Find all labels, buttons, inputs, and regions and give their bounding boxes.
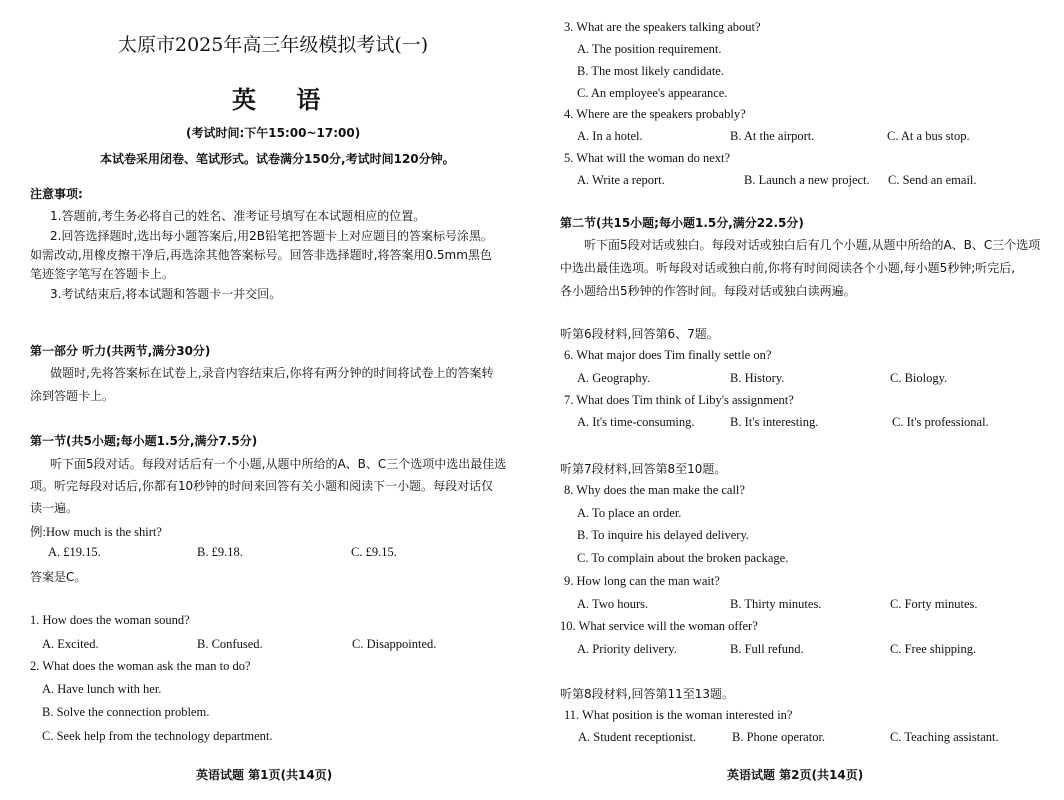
exam-title: 太原市2025年高三年级模拟考试(一) bbox=[118, 34, 429, 56]
example-question: 例:How much is the shirt? bbox=[30, 525, 162, 539]
q9-option: C. Forty minutes. bbox=[890, 597, 978, 611]
question-1: 1. How does the woman sound? bbox=[30, 613, 190, 627]
notice-line: 笔迹签字笔写在答题卡上。 bbox=[30, 267, 175, 281]
q11-option: A. Student receptionist. bbox=[578, 730, 697, 744]
question-9: 9. How long can the man wait? bbox=[564, 574, 720, 588]
question-3: 3. What are the speakers talking about? bbox=[564, 20, 761, 34]
subject-title: 英 语 bbox=[232, 85, 337, 114]
q11-option: C. Teaching assistant. bbox=[890, 730, 999, 744]
q2-option: C. Seek help from the technology department. bbox=[42, 729, 273, 743]
section1-heading: 第一节(共5小题;每小题1.5分,满分7.5分) bbox=[30, 434, 258, 448]
section2-intro: 听下面5段对话或独白。每段对话或独白后有几个小题,从题中所给的A、B、C三个选项 bbox=[584, 238, 1041, 252]
q2-option: A. Have lunch with her. bbox=[42, 682, 162, 696]
q10-option: C. Free shipping. bbox=[890, 642, 977, 656]
q9-option: B. Thirty minutes. bbox=[730, 597, 822, 611]
q3-option: A. The position requirement. bbox=[577, 42, 722, 56]
page-2 bbox=[532, 0, 1064, 800]
section1-intro: 读一遍。 bbox=[30, 501, 79, 515]
q6-option: A. Geography. bbox=[577, 371, 651, 385]
q3-option: B. The most likely candidate. bbox=[577, 64, 724, 78]
q7-option: C. It's professional. bbox=[892, 415, 989, 429]
page-footer: 英语试题 第1页(共14页) bbox=[196, 768, 333, 782]
q3-option: C. An employee's appearance. bbox=[577, 86, 728, 100]
part1-intro: 做题时,先将答案标在试卷上,录音内容结束后,你将有两分钟的时间将试卷上的答案转 bbox=[50, 366, 494, 380]
q1-option: C. Disappointed. bbox=[352, 637, 437, 651]
q4-option: B. At the airport. bbox=[730, 129, 815, 143]
q5-option: A. Write a report. bbox=[577, 173, 665, 187]
question-5: 5. What will the woman do next? bbox=[564, 151, 731, 165]
section1-intro: 项。听完每段对话后,你都有10秒钟的时间来回答有关小题和阅读下一小题。每段对话仅 bbox=[30, 479, 494, 493]
section1-intro: 听下面5段对话。每段对话后有一个小题,从题中所给的A、B、C三个选项中选出最佳选 bbox=[50, 457, 507, 471]
question-4: 4. Where are the speakers probably? bbox=[564, 107, 746, 121]
part1-heading: 第一部分 听力(共两节,满分30分) bbox=[30, 344, 211, 358]
notice-line: 2.回答选择题时,选出每小题答案后,用2B铅笔把答题卡上对应题目的答案标号涂黑。 bbox=[50, 229, 493, 243]
q7-option: B. It's interesting. bbox=[730, 415, 819, 429]
material-8-heading: 听第8段材料,回答第11至13题。 bbox=[560, 687, 734, 701]
q9-option: A. Two hours. bbox=[577, 597, 649, 611]
q5-option: C. Send an email. bbox=[888, 173, 977, 187]
q6-option: B. History. bbox=[730, 371, 785, 385]
q10-option: B. Full refund. bbox=[730, 642, 804, 656]
q4-option: A. In a hotel. bbox=[577, 129, 643, 143]
question-10: 10. What service will the woman offer? bbox=[560, 619, 758, 633]
notice-line: 如需改动,用橡皮擦干净后,再选涂其他答案标号。回答非选择题时,将答案用0.5mm黑色 bbox=[30, 248, 492, 262]
q1-option: B. Confused. bbox=[197, 637, 263, 651]
q2-option: B. Solve the connection problem. bbox=[42, 705, 210, 719]
page-footer: 英语试题 第2页(共14页) bbox=[727, 768, 864, 782]
example-option: A. £19.15. bbox=[48, 545, 101, 559]
section2-intro: 各小题给出5秒钟的作答时间。每段对话或独白读两遍。 bbox=[560, 284, 856, 298]
question-2: 2. What does the woman ask the man to do? bbox=[30, 659, 251, 673]
question-6: 6. What major does Tim finally settle on? bbox=[564, 348, 772, 362]
q10-option: A. Priority delivery. bbox=[577, 642, 677, 656]
notice-heading: 注意事项: bbox=[30, 187, 83, 201]
question-7: 7. What does Tim think of Liby's assignment? bbox=[564, 393, 794, 407]
part1-intro: 涂到答题卡上。 bbox=[30, 389, 115, 403]
q8-option: A. To place an order. bbox=[577, 506, 682, 520]
q4-option: C. At a bus stop. bbox=[887, 129, 970, 143]
section2-intro: 中选出最佳选项。听每段对话或独白前,你将有时间阅读各个小题,每小题5秒钟;听完后, bbox=[560, 261, 1016, 275]
q5-option: B. Launch a new project. bbox=[744, 173, 870, 187]
exam-info: 本试卷采用闭卷、笔试形式。试卷满分150分,考试时间120分钟。 bbox=[100, 152, 455, 166]
example-answer: 答案是C。 bbox=[30, 570, 87, 584]
question-11: 11. What position is the woman interested in? bbox=[564, 708, 793, 722]
q11-option: B. Phone operator. bbox=[732, 730, 826, 744]
notice-line: 3.考试结束后,将本试题和答题卡一并交回。 bbox=[50, 287, 282, 301]
q6-option: C. Biology. bbox=[890, 371, 948, 385]
q7-option: A. It's time-consuming. bbox=[577, 415, 695, 429]
question-8: 8. Why does the man make the call? bbox=[564, 483, 745, 497]
q8-option: C. To complain about the broken package. bbox=[577, 551, 789, 565]
q1-option: A. Excited. bbox=[42, 637, 99, 651]
material-7-heading: 听第7段材料,回答第8至10题。 bbox=[560, 462, 727, 476]
example-option: C. £9.15. bbox=[351, 545, 397, 559]
material-6-heading: 听第6段材料,回答第6、7题。 bbox=[560, 327, 719, 341]
section2-heading: 第二节(共15小题;每小题1.5分,满分22.5分) bbox=[560, 216, 804, 230]
example-option: B. £9.18. bbox=[197, 545, 243, 559]
notice-line: 1.答题前,考生务必将自己的姓名、准考证号填写在本试题相应的位置。 bbox=[50, 209, 426, 223]
exam-time: (考试时间:下午15:00~17:00) bbox=[186, 126, 361, 140]
q8-option: B. To inquire his delayed delivery. bbox=[577, 528, 750, 542]
